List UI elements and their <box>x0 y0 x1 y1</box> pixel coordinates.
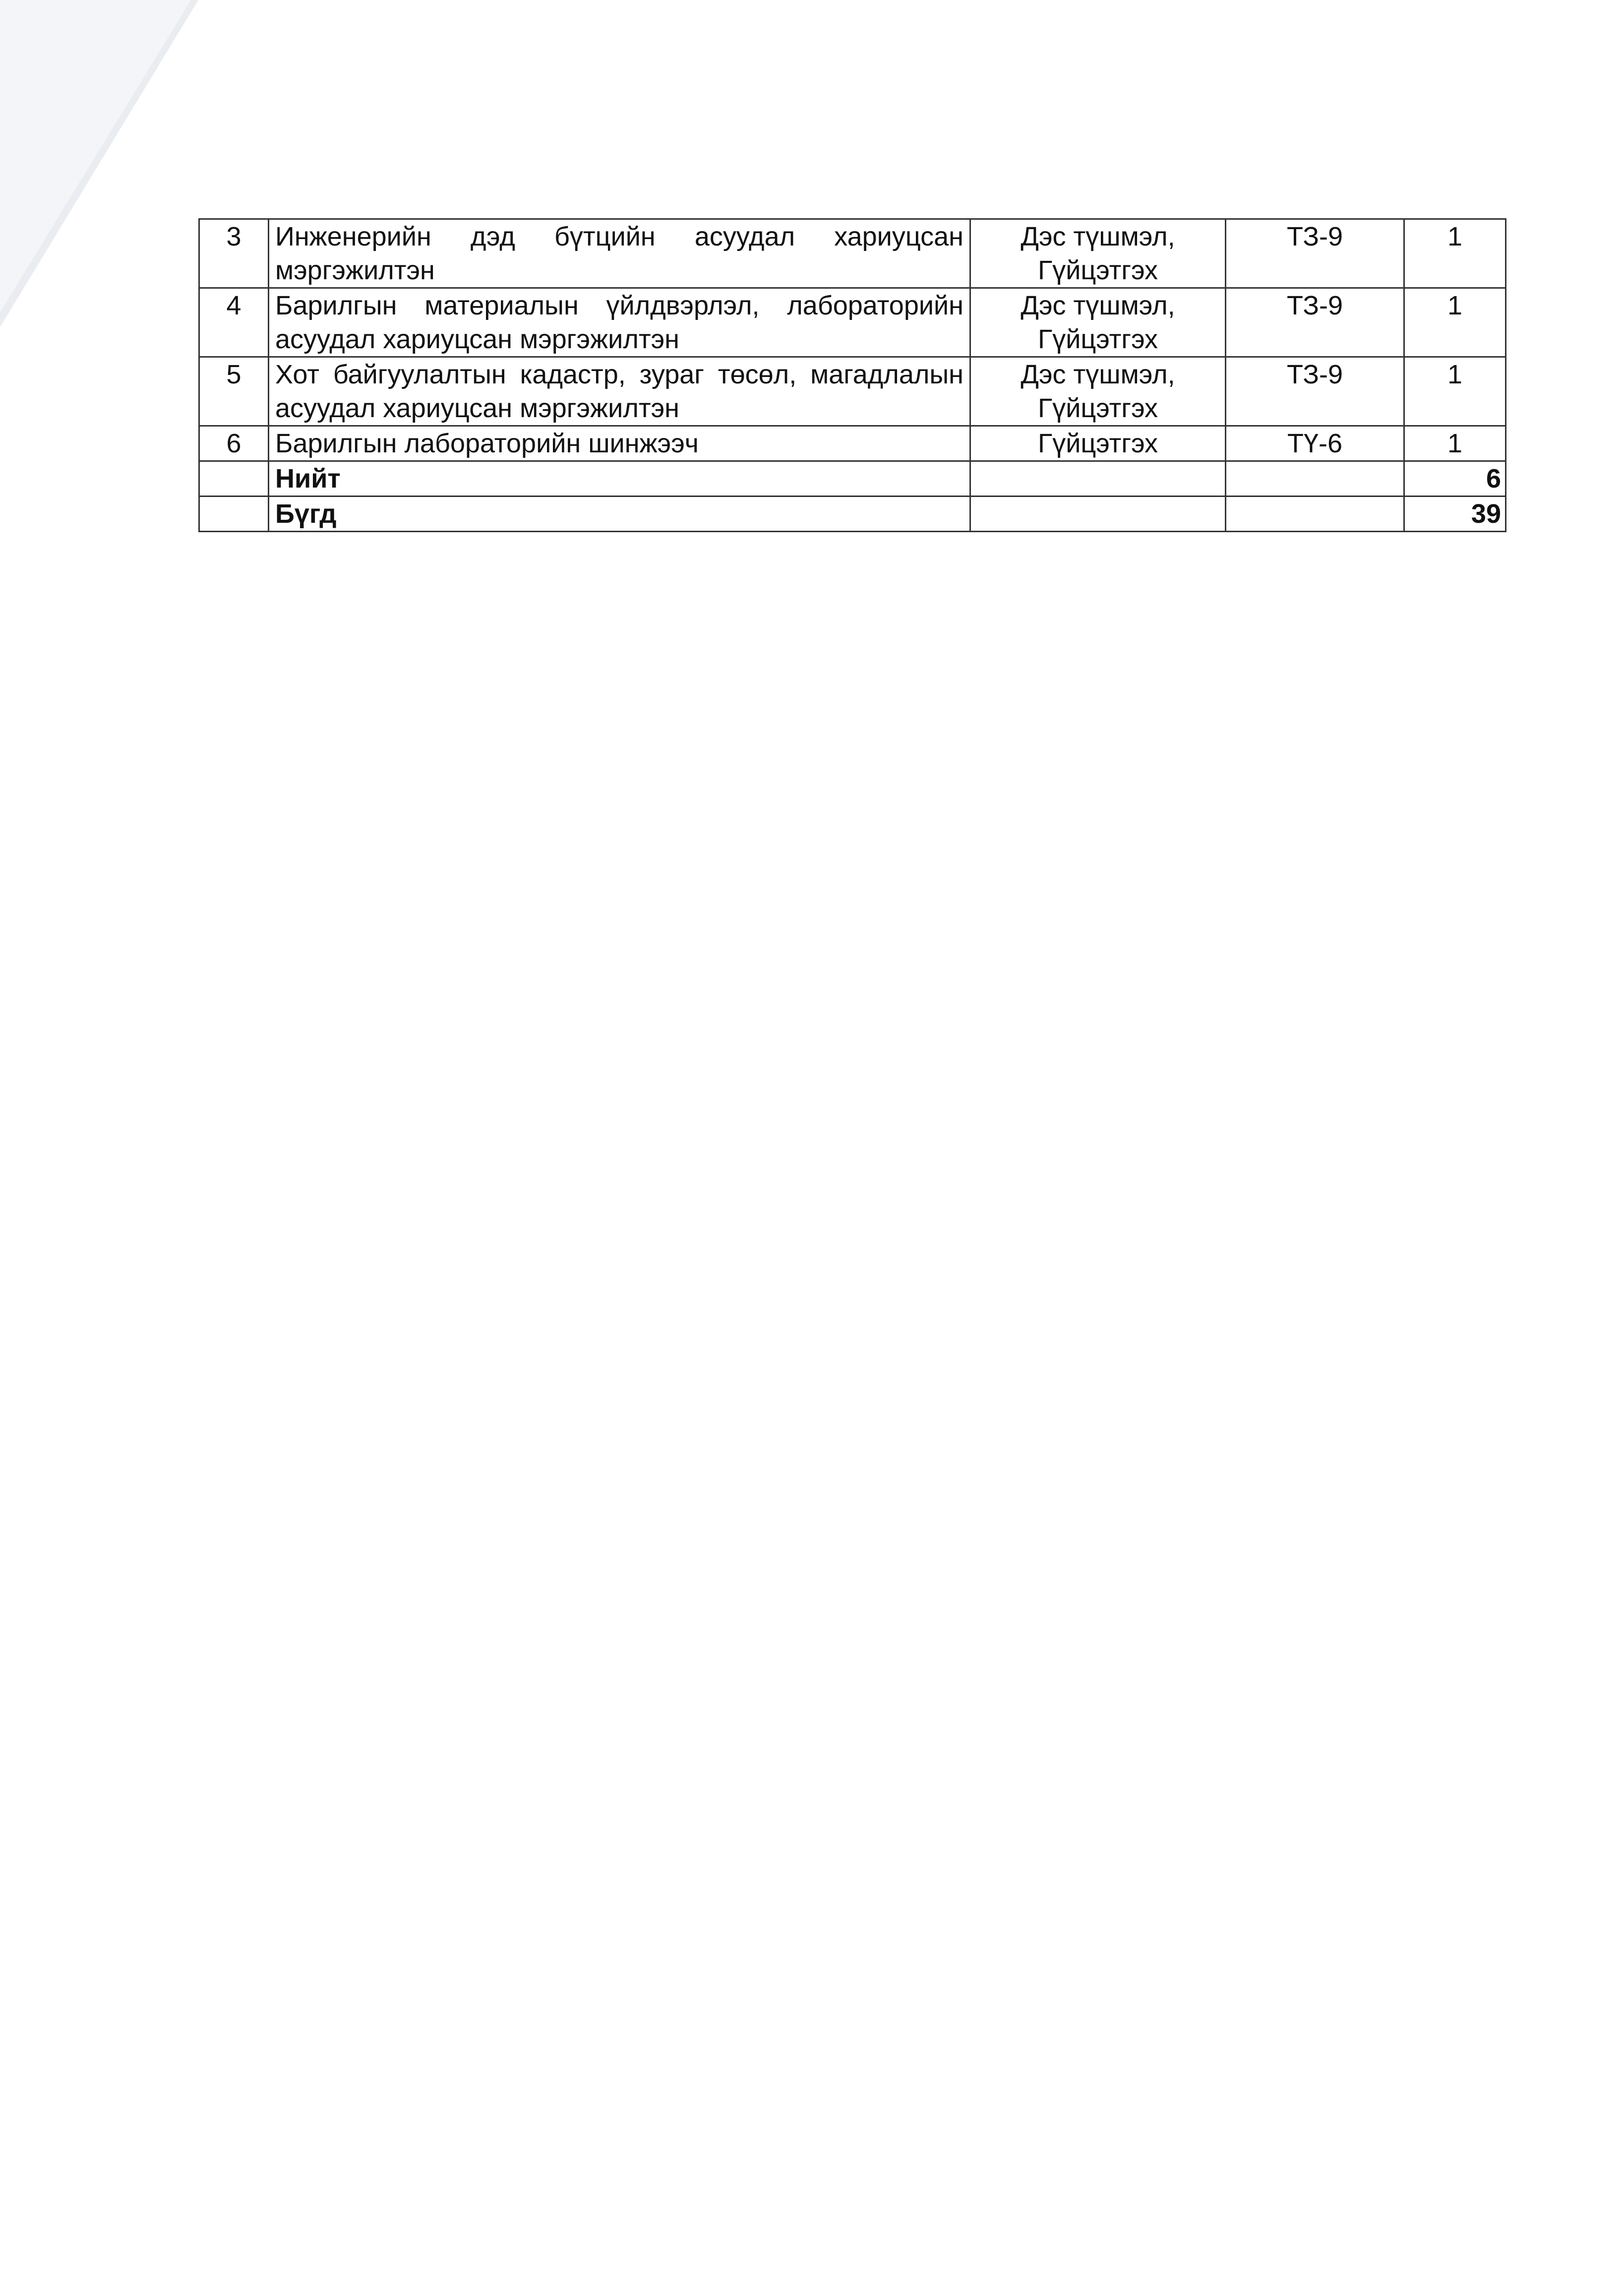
row-number: 4 <box>199 288 269 357</box>
position-count: 1 <box>1404 426 1506 461</box>
empty-cell <box>970 461 1226 496</box>
page-corner-fold <box>0 0 198 327</box>
total-row <box>199 496 1506 532</box>
row-number: 3 <box>199 219 269 288</box>
table-row <box>199 426 1506 461</box>
empty-cell <box>1226 461 1404 496</box>
position-type: Дэс түшмэл, Гүйцэтгэх <box>970 288 1226 357</box>
position-count: 1 <box>1404 357 1506 426</box>
empty-cell <box>970 496 1226 532</box>
position-rank: ТЗ-9 <box>1226 219 1404 288</box>
position-type: Дэс түшмэл, Гүйцэтгэх <box>970 357 1226 426</box>
row-number: 5 <box>199 357 269 426</box>
table-row <box>199 288 1506 357</box>
row-number: 6 <box>199 426 269 461</box>
position-name: Барилгын материалын үйлдвэрлэл, лабораторийн асуудал хариуцсан мэргэжилтэн <box>269 288 970 357</box>
table-row <box>199 357 1506 426</box>
position-count: 1 <box>1404 288 1506 357</box>
subtotal-row <box>199 461 1506 496</box>
total-count: 39 <box>1404 496 1506 532</box>
position-rank: ТЗ-9 <box>1226 357 1404 426</box>
table-row <box>199 219 1506 288</box>
position-rank: ТҮ-6 <box>1226 426 1404 461</box>
position-rank: ТЗ-9 <box>1226 288 1404 357</box>
position-count: 1 <box>1404 219 1506 288</box>
staff-positions-table <box>198 218 1506 532</box>
empty-cell <box>199 461 269 496</box>
empty-cell <box>1226 496 1404 532</box>
position-name: Инженерийн дэд бүтцийн асуудал хариуцсан мэргэжилтэн <box>269 219 970 288</box>
total-label: Бүгд <box>269 496 970 532</box>
position-name: Хот байгуулалтын кадастр, зураг төсөл, магадлалын асуудал хариуцсан мэргэжилтэн <box>269 357 970 426</box>
subtotal-label: Нийт <box>269 461 970 496</box>
position-type: Дэс түшмэл, Гүйцэтгэх <box>970 219 1226 288</box>
subtotal-count: 6 <box>1404 461 1506 496</box>
position-name: Барилгын лабораторийн шинжээч <box>269 426 970 461</box>
empty-cell <box>199 496 269 532</box>
position-type: Гүйцэтгэх <box>970 426 1226 461</box>
